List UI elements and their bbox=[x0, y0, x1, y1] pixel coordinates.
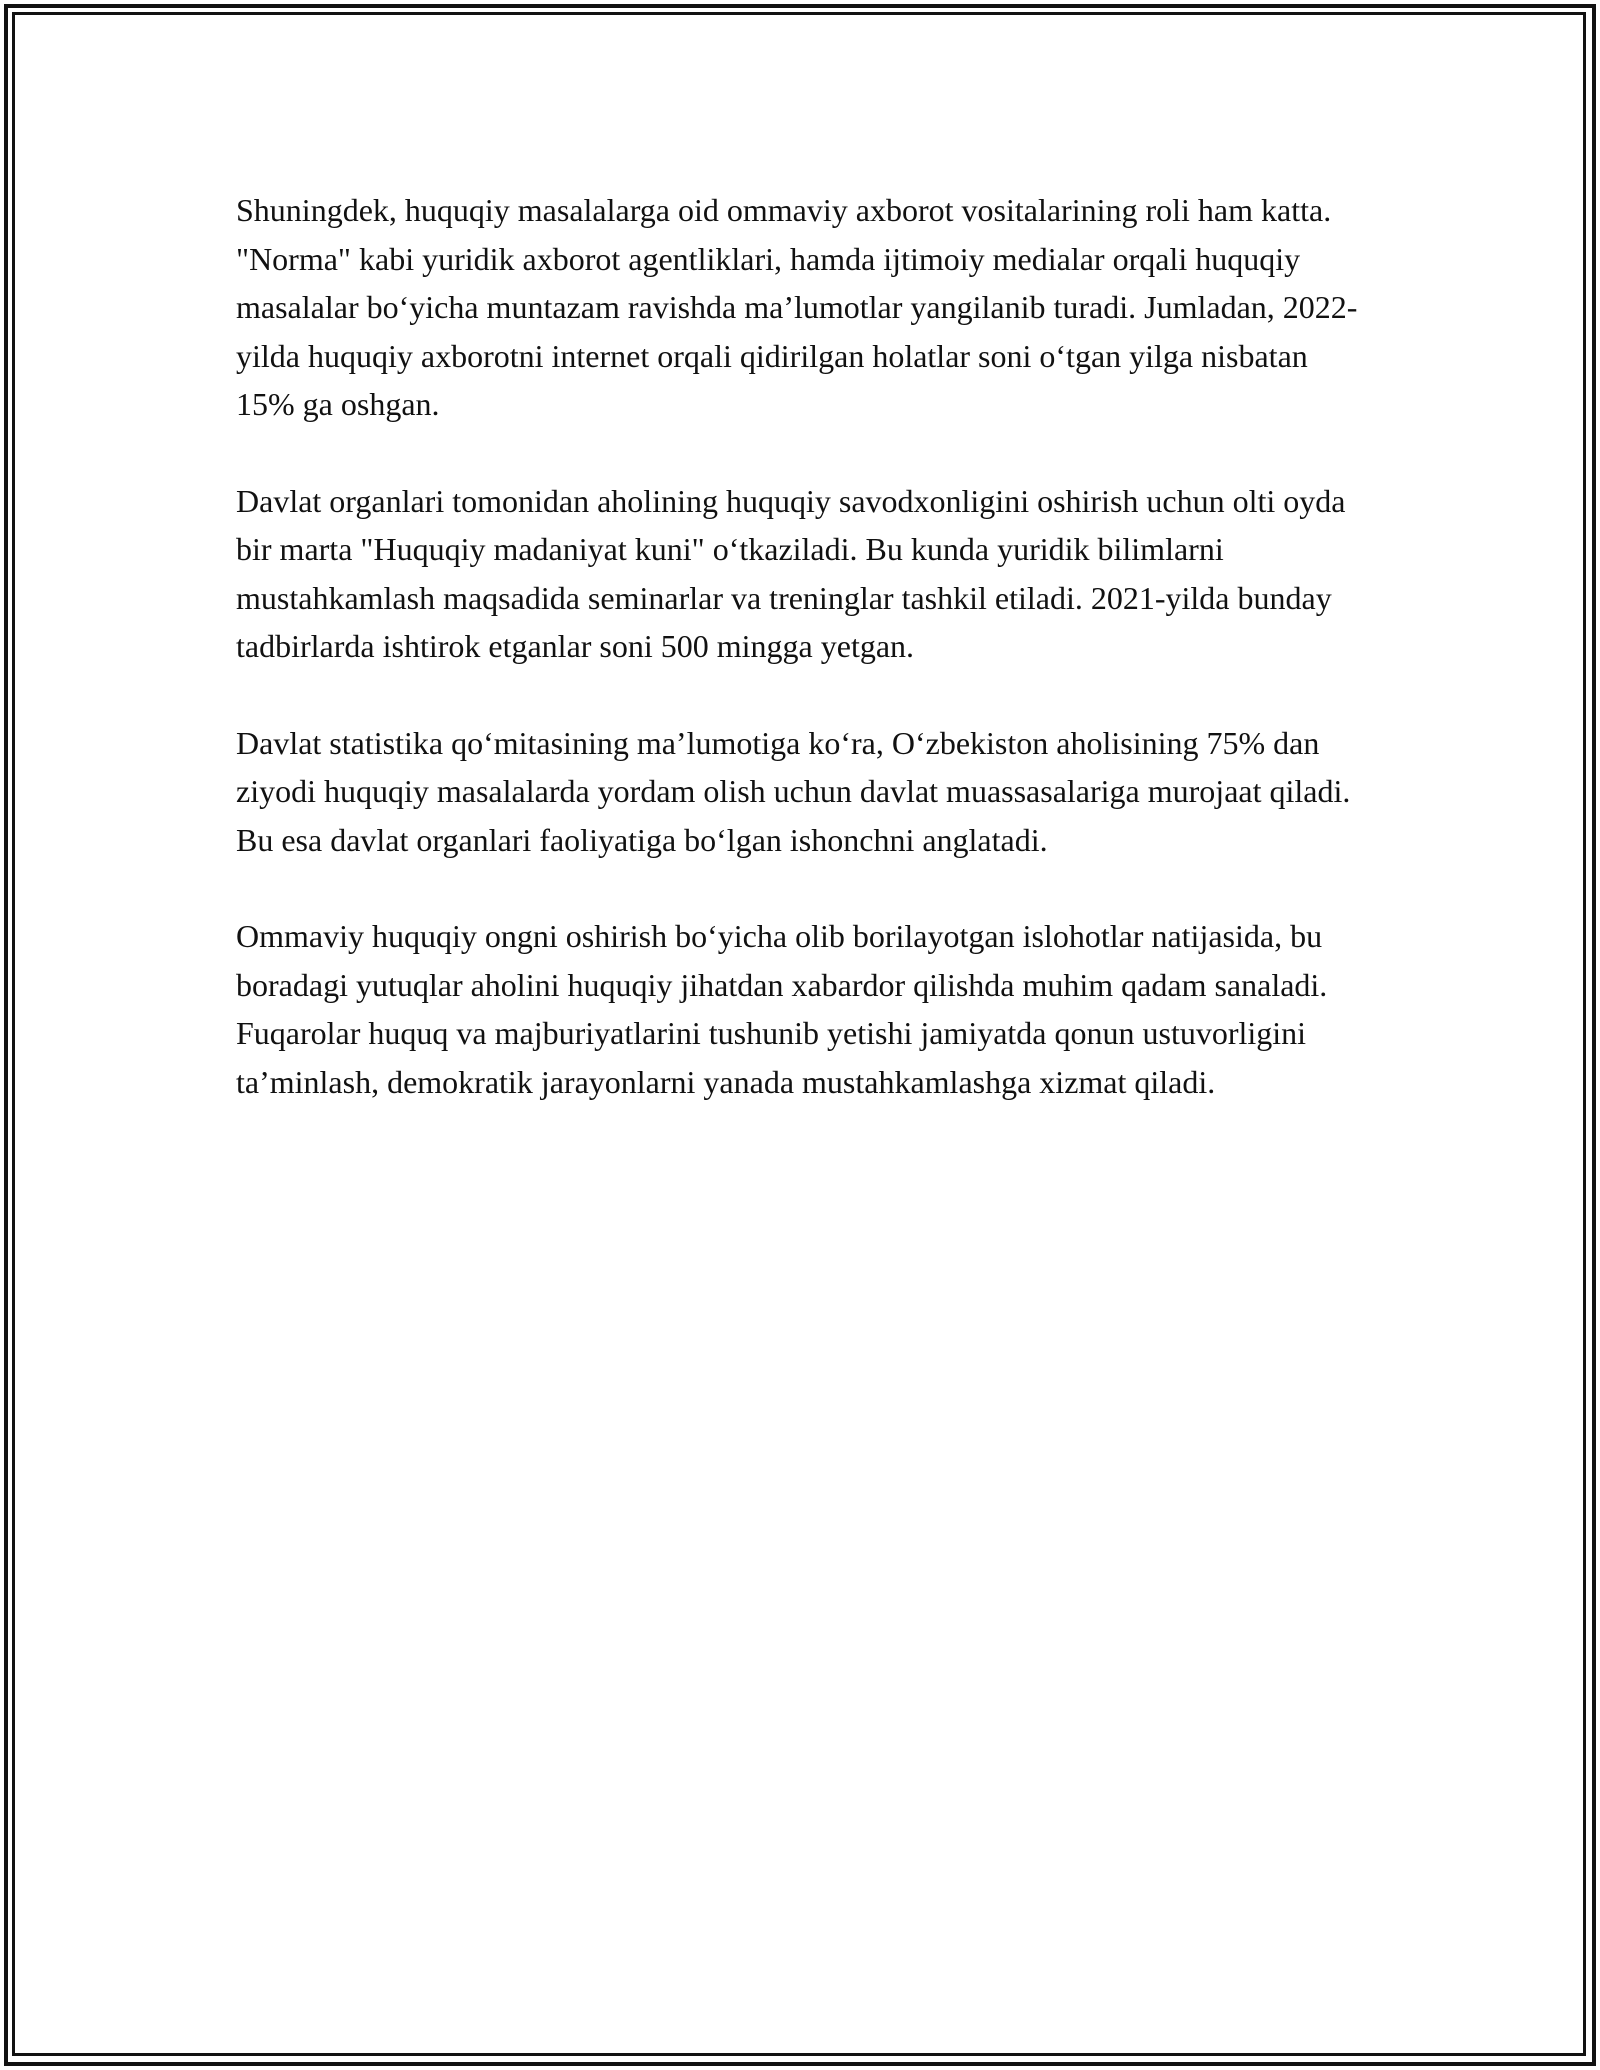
document-body bbox=[236, 186, 1366, 1154]
paragraph-statistics-committee: Davlat statistika qo‘mitasining ma’lumotiga ko‘ra, O‘zbekiston aholisining 75% dan ziyodi huquqiy masalalarda yordam olish uchun davlat muassasalariga murojaat qiladi. Bu esa davlat organlari faoliyatiga bo‘lgan ishonchni anglatadi. bbox=[236, 724, 1351, 858]
paragraph-reforms: Ommaviy huquqiy ongni oshirish bo‘yicha olib borilayotgan islohotlar natijasida, bu boradagi yutuqlar aholini huquqiy jihatdan xabardor qilishda muhim qadam sanaladi. Fuqarolar huquq va majburiyatlarini tushunib yetishi jamiyatda qonun ustuvorligini ta’minlash, demokratik jarayonlarni yanada mustahkamlashga xizmat qiladi. bbox=[236, 918, 1328, 1100]
paragraph-legal-culture-day: Davlat organlari tomonidan aholining huquqiy savodxonligini oshirish uchun olti oyda bir marta "Huquqiy madaniyat kuni" o‘tkaziladi. Bu kunda yuridik bilimlarni mustahkamlash maqsadida seminarlar va treninglar tashkil etiladi. 2021-yilda bunday tadbirlarda ishtirok etganlar soni 500 mingga yetgan. bbox=[236, 482, 1346, 664]
paragraph-media-role: Shuningdek, huquqiy masalalarga oid ommaviy axborot vositalarining roli ham katta. "Norma" kabi yuridik axborot agentliklari, hamda ijtimoiy medialar orqali huquqiy masalalar bo‘yicha muntazam ravishda ma’lumotlar yangilanib turadi. Jumladan, 2022-yilda huquqiy axborotni internet orqali qidirilgan holatlar soni o‘tgan yilga nisbatan 15% ga oshgan. bbox=[236, 192, 1358, 422]
